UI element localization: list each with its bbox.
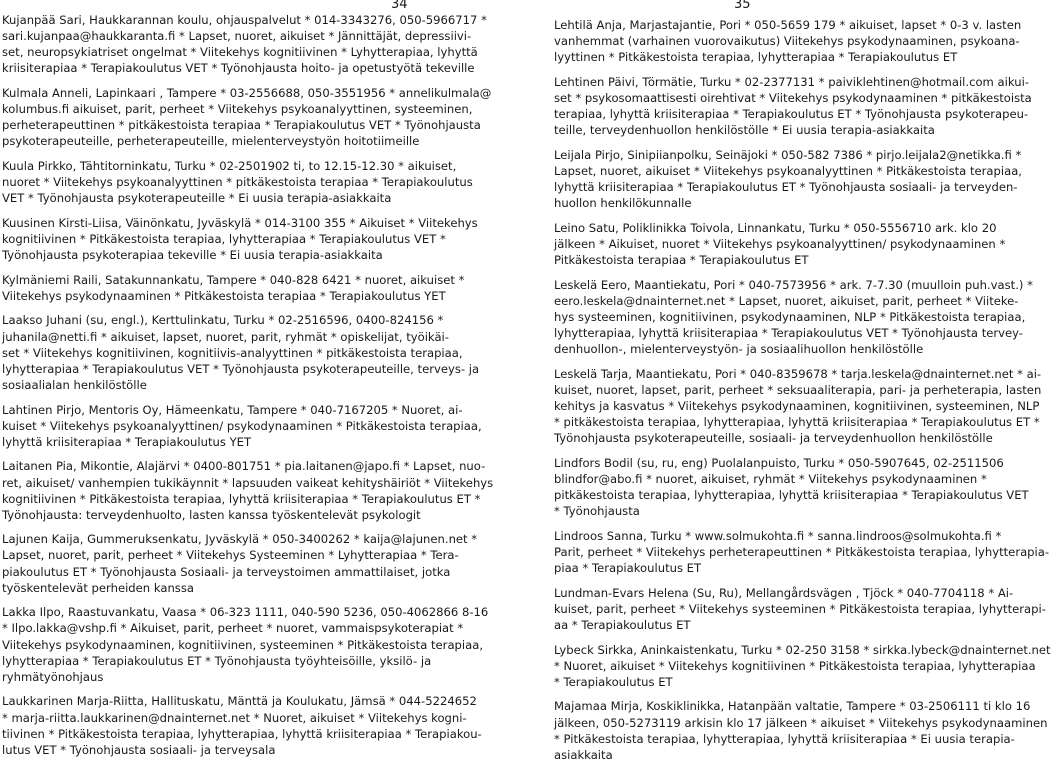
- entry-line: teille, terveydenhuollon henkilöstölle * Ei uusia terapia-asiakkaita: [554, 123, 935, 138]
- directory-entry: [2, 215, 478, 263]
- entry-line: * marja-riitta.laukkarinen@dnainternet.net * Nuoret, aikuiset * Viitekehys kogni-: [2, 710, 467, 725]
- directory-entry: [2, 158, 473, 206]
- entry-line: Työnohjausta psykoterapiaa tekeville * Ei uusia terapia-asiakkaita: [2, 248, 383, 262]
- page-number-right: 35: [734, 0, 751, 12]
- entry-line: juhanila@netti.fi * aikuiset, lapset, nuoret, parit, ryhmät * opiskelijat, työikäi-: [2, 329, 449, 344]
- entry-line: kognitiivinen * Pitkäkestoista terapiaa, lyhyttä kriisiterapiaa * Terapiakoulutus ET *: [2, 491, 481, 506]
- directory-entry: [554, 147, 1022, 211]
- entry-line: * Työnohjausta: [554, 504, 640, 519]
- entry-line: set, neuropsykiatriset ongelmat * Viitekehys kognitiivinen * Lyhytterapiaa, lyhyttä: [2, 45, 478, 60]
- entry-line: vanhemmat (varhainen vuorovaikutus) Viitekehys psykodynaaminen, psykoana-: [554, 34, 1020, 49]
- entry-line: Lundman-Evars Helena (Su, Ru), Mellangårdsvägen , Tjöck * 040-7704118 * Ai-: [554, 585, 1014, 600]
- directory-entry: [554, 455, 1029, 519]
- entry-line: lyhytterapiaa * Terapiakoulutus VET * Työnohjausta psykoterapeuteille, terveys- ja: [2, 361, 480, 376]
- directory-entry: [2, 402, 482, 450]
- entry-line: set * Viitekehys kognitiivinen, kognitiivis-analyyttinen * pitkäkestoista terapiaa,: [2, 345, 463, 360]
- left-column: [2, 12, 494, 766]
- entry-line: Viitekehys psykodynaaminen * Pitkäkestoista terapiaa * Terapiakoulutus YET: [2, 288, 446, 303]
- entry-line: Kuula Pirkko, Tähtitorninkatu, Turku * 02-2501902 ti, to 12.15-12.30 * aikuiset,: [2, 158, 457, 173]
- entry-line: Leskelä Eero, Maantiekatu, Pori * 040-7573956 * ark. 7-7.30 (muulloin puh.vast.) *: [554, 277, 1033, 292]
- entry-line: jälkeen * Aikuiset, nuoret * Viitekehys psykoanalyyttinen/ psykodynaaminen *: [554, 236, 1006, 251]
- directory-entry: [2, 458, 494, 522]
- entry-line: Kuusinen Kirsti-Liisa, Väinönkatu, Jyväskylä * 014-3100 355 * Aikuiset * Viitekehys: [2, 215, 478, 230]
- entry-line: lutus VET * Työnohjausta sosiaali- ja terveysala: [2, 742, 276, 757]
- entry-line: lyhyttä kriisiterapiaa * Terapiakoulutus YET: [2, 434, 252, 449]
- entry-line: Lakka Ilpo, Raastuvankatu, Vaasa * 06-323 1111, 040-590 5236, 050-4062866 8-16: [2, 605, 489, 620]
- directory-entry: [2, 85, 492, 149]
- entry-line: piakoulutus ET * Työnohjausta Sosiaali- ja terveystoimen ammattilaiset, jotka: [2, 564, 451, 579]
- directory-entry: [554, 17, 1022, 65]
- directory-entry: [554, 277, 1033, 357]
- entry-line: psykoterapeuteille, perheterapeuteille, mielenterveystyön hoitotiimeille: [2, 134, 420, 149]
- entry-line: asiakkaita: [554, 747, 613, 762]
- entry-line: työskentelevät perheiden kanssa: [2, 580, 194, 595]
- directory-entry: [554, 74, 1032, 138]
- entry-line: Lahtinen Pirjo, Mentoris Oy, Hämeenkatu, Tampere * 040-7167205 * Nuoret, ai-: [2, 402, 463, 417]
- entry-line: aa * Terapiakoulutus ET: [554, 617, 691, 632]
- entry-line: ryhmätyönohjaus: [2, 669, 104, 684]
- entry-line: Leijala Pirjo, Sinipiianpolku, Seinäjoki * 050-582 7386 * pirjo.leijala2@netikka.fi *: [554, 147, 1022, 162]
- entry-line: kriisiterapiaa * Terapiakoulutus VET * Työnohjausta hoito- ja opetustyötä tekeville: [2, 61, 475, 76]
- entry-line: lyyttinen * Pitkäkestoista terapiaa, lyhytterapiaa * Terapiakoulutus ET: [554, 50, 958, 65]
- directory-entry: [2, 12, 487, 76]
- entry-line: sari.kujanpaa@haukkaranta.fi * Lapset, nuoret, aikuiset * Jännittäjät, depressiivi-: [2, 29, 472, 44]
- directory-entry: [554, 642, 1051, 690]
- entry-line: * Terapiakoulutus ET: [554, 674, 673, 689]
- entry-line: set * psykosomaattisesti oirehtivat * Viitekehys psykodynaaminen * pitkäkestoista: [554, 90, 1032, 105]
- directory-entry: [554, 585, 1046, 633]
- entry-line: * Nuoret, aikuiset * Viitekehys kognitiivinen * Pitkäkestoista terapiaa, lyhytterapiaa: [554, 658, 1036, 673]
- entry-line: Viitekehys psykodynaaminen, kognitiivinen, systeeminen * Pitkäkestoista terapiaa,: [2, 637, 484, 652]
- entry-line: eero.leskela@dnainternet.net * Lapset, nuoret, aikuiset, parit, perheet * Viiteke-: [554, 293, 1019, 308]
- entry-line: Kujanpää Sari, Haukkarannan koulu, ohjauspalvelut * 014-3343276, 050-5966717 *: [2, 13, 487, 27]
- entry-line: kuiset, nuoret, lapset, parit, perheet * seksuaaliterapia, pari- ja perheterapia, lasten: [554, 382, 1042, 397]
- entry-line: kognitiivinen * Pitkäkestoista terapiaa, lyhytterapiaa * Terapiakoulutus VET *: [2, 231, 446, 246]
- entry-line: lyhyttä kriisiterapiaa * Terapiakoulutus ET * Työnohjausta sosiaali- ja terveyden-: [554, 180, 1018, 195]
- entry-line: kuiset * Viitekehys psykoanalyyttinen/ psykodynaaminen * Pitkäkestoista terapiaa,: [2, 418, 482, 433]
- entry-line: Lindroos Sanna, Turku * www.solmukohta.fi * sanna.lindroos@solmukohta.fi *: [554, 528, 1002, 543]
- entry-line: Lajunen Kaija, Gummeruksenkatu, Jyväskylä * 050-3400262 * kaija@lajunen.net *: [2, 532, 478, 547]
- entry-line: nuoret * Viitekehys psykoanalyyttinen * pitkäkestoista terapiaa * Terapiakoulutus: [2, 175, 473, 190]
- directory-entry: [554, 698, 1048, 762]
- entry-line: blindfor@abo.fi * nuoret, aikuiset, ryhmät * Viitekehys psykodynaaminen *: [554, 471, 987, 486]
- entry-line: Lapset, nuoret, parit, perheet * Viitekehys Systeeminen * Lyhytterapiaa * Tera-: [2, 548, 459, 563]
- entry-line: Laakso Juhani (su, engl.), Kerttulinkatu, Turku * 02-2516596, 0400-824156 *: [2, 313, 444, 328]
- entry-line: Pitkäkestoista terapiaa * Terapiakoulutus ET: [554, 253, 809, 267]
- entry-line: huollon henkilökunnalle: [554, 196, 692, 211]
- entry-line: Työnohjausta: terveydenhuolto, lasten kanssa työskentelevät psykologit: [2, 507, 421, 522]
- entry-line: Majamaa Mirja, Koskiklinikka, Hatanpään valtatie, Tampere * 03-2506111 ti klo 16: [554, 699, 1031, 714]
- directory-entry: [554, 366, 1042, 446]
- entry-line: terapiaa, lyhyttä kriisiterapiaa * Terapiakoulutus ET * Työnohjausta psykoterapeu-: [554, 107, 1029, 122]
- entry-line: Leskelä Tarja, Maantiekatu, Pori * 040-8359678 * tarja.leskela@dnainternet.net * ai-: [554, 366, 1042, 381]
- directory-entry: [2, 531, 478, 595]
- entry-line: Laitanen Pia, Mikontie, Alajärvi * 0400-801751 * pia.laitanen@japo.fi * Lapset, nuo-: [2, 459, 486, 474]
- directory-entry: [554, 528, 1050, 576]
- entry-line: Kulmala Anneli, Lapinkaari , Tampere * 03-2556688, 050-3551956 * annelikulmala@: [2, 85, 492, 100]
- entry-line: piaa * Terapiakoulutus ET: [554, 560, 702, 575]
- entry-line: Parit, perheet * Viitekehys perheterapeuttinen * Pitkäkestoista terapiaa, lyhytterapia-: [554, 544, 1050, 559]
- directory-entry: [2, 693, 482, 757]
- right-column: [554, 17, 1051, 771]
- entry-line: hys systeeminen, kognitiivinen, psykodynaaminen, NLP * Pitkäkestoista terapiaa,: [554, 309, 1026, 324]
- entry-line: kolumbus.fi aikuiset, parit, perheet * Viitekehys psykoanalyyttinen, systeeminen,: [2, 102, 473, 117]
- directory-entry: [2, 312, 480, 392]
- entry-line: kehitys ja kasvatus * Viitekehys psykodynaaminen, kognitiivinen, systeeminen, NLP: [554, 398, 1040, 413]
- entry-line: Lehtilä Anja, Marjastajantie, Pori * 050-5659 179 * aikuiset, lapset * 0-3 v. lasten: [554, 18, 1022, 32]
- entry-line: Lehtinen Päivi, Törmätie, Turku * 02-2377131 * paiviklehtinen@hotmail.com aikui-: [554, 74, 1029, 89]
- entry-line: tiivinen * Pitkäkestoista terapiaa, lyhytterapiaa, lyhyttä kriisiterapiaa * Terapiakou-: [2, 726, 482, 741]
- entry-line: * Ilpo.lakka@vshp.fi * Aikuiset, parit, perheet * nuoret, vammaispsykoterapiat *: [2, 621, 464, 636]
- entry-line: pitkäkestoista terapiaa, lyhytterapiaa, lyhyttä kriisiterapiaa * Terapiakoulutus VET: [554, 488, 1029, 502]
- entry-line: lyhytterapiaa, lyhyttä kriisiterapiaa * Terapiakoulutus VET * Työnohjausta tervey-: [554, 325, 1023, 340]
- entry-line: Kylmäniemi Raili, Satakunnankatu, Tampere * 040-828 6421 * nuoret, aikuiset *: [2, 272, 465, 287]
- directory-entry: [2, 604, 489, 684]
- entry-line: Lapset, nuoret, aikuiset * Viitekehys psykoanalyyttinen * Pitkäkestoista terapiaa,: [554, 163, 1022, 178]
- entry-line: sosiaalialan henkilöstölle: [2, 377, 147, 392]
- entry-line: Työnohjausta psykoterapeuteille, sosiaali- ja terveydenhuollon henkilöstölle: [554, 431, 993, 446]
- entry-line: jälkeen, 050-5273119 arkisin klo 17 jälkeen * aikuiset * Viitekehys psykodynaaminen: [554, 715, 1048, 730]
- entry-line: lyhytterapiaa * Terapiakoulutus ET * Työnohjausta työyhteisöille, yksilö- ja: [2, 653, 432, 668]
- entry-line: ret, aikuiset/ vanhempien tukikäynnit * lapsuuden vaikeat kehityshäiriöt * Viitekehys: [2, 475, 494, 490]
- entry-line: perheterapeuttinen * pitkäkestoista terapiaa * Terapiakoulutus VET * Työnohjausta: [2, 118, 481, 133]
- entry-line: Lindfors Bodil (su, ru, eng) Puolalanpuisto, Turku * 050-5907645, 02-2511506: [554, 455, 1004, 470]
- entry-line: * Pitkäkestoista terapiaa, lyhytterapiaa, lyhyttä kriisiterapiaa * Ei uusia terapia-: [554, 731, 1015, 746]
- entry-line: Leino Satu, Poliklinikka Toivola, Linnankatu, Turku * 050-5556710 ark. klo 20: [554, 220, 997, 235]
- entry-line: VET * Työnohjausta psykoterapeuteille * Ei uusia terapia-asiakkaita: [2, 191, 392, 206]
- entry-line: denhuollon-, mielenterveystyön- ja sosiaalihuollon henkilöstölle: [554, 342, 924, 357]
- entry-line: * pitkäkestoista terapiaa, lyhytterapiaa, lyhyttä kriisiterapiaa * Terapiakoulutus ET *: [554, 415, 1040, 430]
- directory-entry: [554, 220, 1006, 268]
- entry-line: kuiset, parit, perheet * Viitekehys systeeminen * Pitkäkestoista terapiaa, lyhytterapi-: [554, 601, 1046, 616]
- directory-entry: [2, 272, 465, 304]
- entry-line: Laukkarinen Marja-Riitta, Hallituskatu, Mänttä ja Koulukatu, Jämsä * 044-5224652: [2, 694, 477, 709]
- entry-line: Lybeck Sirkka, Aninkaistenkatu, Turku * 02-250 3158 * sirkka.lybeck@dnainternet.net: [554, 642, 1051, 657]
- page-number-left: 34: [391, 0, 408, 12]
